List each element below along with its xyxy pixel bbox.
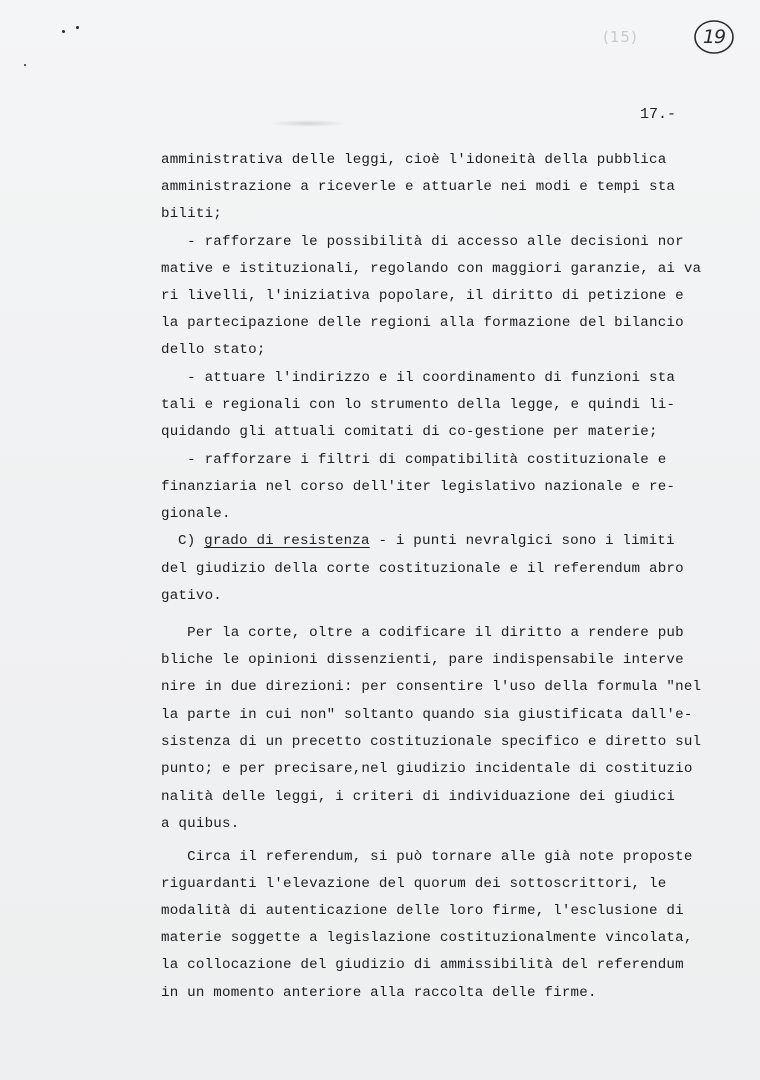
scan-smudge: [268, 120, 348, 127]
text-line: gativo.: [161, 588, 222, 604]
text-line: ri livelli, l'iniziativa popolare, il diritto di petizione e: [161, 288, 684, 304]
faint-archive-number: (15): [603, 28, 638, 46]
text-line: materie soggette a legislazione costituzionalmente vincolata,: [161, 930, 693, 946]
scan-speck: [24, 64, 26, 66]
text-line: - rafforzare i filtri di compatibilità costituzionale e: [161, 452, 667, 468]
text-line: punto; e per precisare,nel giudizio incidentale di costituzio: [161, 761, 693, 777]
text-line: biliti;: [161, 206, 222, 222]
section-letter: C): [178, 533, 205, 549]
text-line: modalità di autenticazione delle loro firme, l'esclusione di: [161, 903, 684, 919]
text-line: Circa il referendum, si può tornare alle già note proposte: [161, 849, 693, 865]
text-line: la parte in cui non" soltanto quando sia giustificata dall'e-: [161, 707, 693, 723]
text-line: nire in due direzioni: per consentire l'uso della formula "nel: [161, 679, 702, 695]
text-line: - rafforzare le possibilità di accesso alle decisioni nor: [161, 234, 684, 250]
archive-stamp: [693, 18, 735, 56]
text-line: finanziaria nel corso dell'iter legislativo nazionale e re-: [161, 479, 676, 495]
text-line: amministrazione a riceverle e attuarle nei modi e tempi sta: [161, 179, 676, 195]
scan-speck: [76, 26, 79, 29]
text-line: la collocazione del giudizio di ammissibilità del referendum: [161, 957, 684, 973]
text-line: gionale.: [161, 506, 231, 522]
text-line: dello stato;: [161, 342, 266, 358]
text-line: del giudizio della corte costituzionale e il referendum abro: [161, 561, 684, 577]
text-line: - attuare l'indirizzo e il coordinamento di funzioni sta: [161, 370, 676, 386]
text-line: mative e istituzionali, regolando con maggiori garanzie, ai va: [161, 261, 702, 277]
page-number: 17.-: [640, 106, 677, 123]
text-line: bliche le opinioni dissenzienti, pare indispensabile interve: [161, 652, 684, 668]
scan-speck: [62, 30, 65, 33]
text-line: riguardanti l'elevazione del quorum dei sottoscrittori, le: [161, 876, 667, 892]
text-line: amministrativa delle leggi, cioè l'idoneità della pubblica: [161, 152, 667, 168]
section-heading-line: [178, 532, 675, 550]
text-line: quidando gli attuali comitati di co-gestione per materie;: [161, 424, 658, 440]
text-line: sistenza di un precetto costituzionale specifico e diretto sul: [161, 734, 702, 750]
text-line: a quibus.: [161, 816, 240, 832]
section-heading-text: - i punti nevralgici sono i limiti: [369, 533, 675, 549]
archive-number: 19: [702, 26, 726, 48]
text-line: in un momento anteriore alla raccolta delle firme.: [161, 985, 597, 1001]
text-line: tali e regionali con lo strumento della legge, e quindi li-: [161, 397, 676, 413]
text-line: Per la corte, oltre a codificare il diritto a rendere pub: [161, 625, 684, 641]
section-heading: grado di resistenza: [204, 533, 370, 549]
text-line: nalità delle leggi, i criteri di individuazione dei giudici: [161, 789, 676, 805]
text-line: la partecipazione delle regioni alla formazione del bilancio: [161, 315, 684, 331]
